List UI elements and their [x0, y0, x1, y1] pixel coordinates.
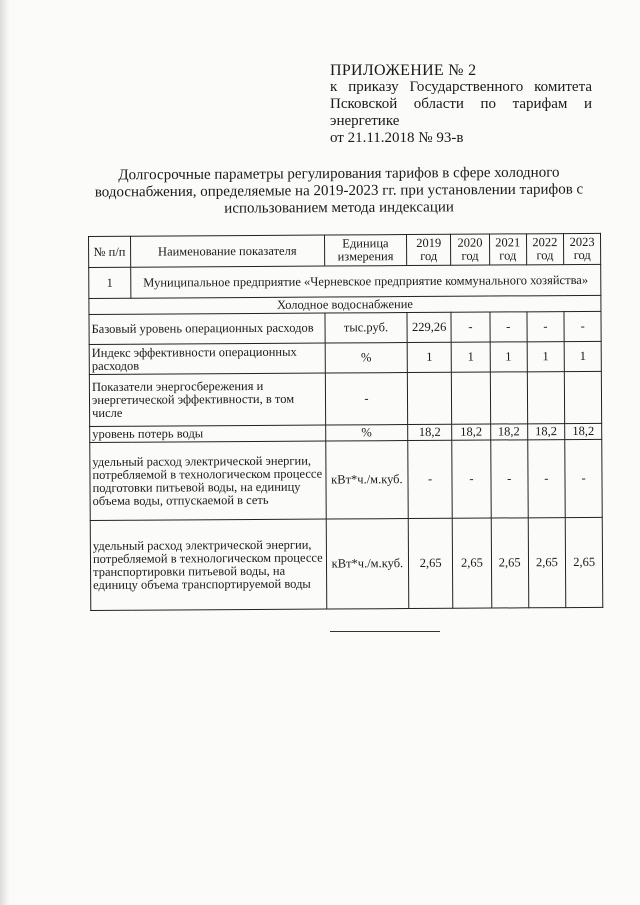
table-row: [89, 311, 601, 344]
row-value-2022: 2,65: [528, 518, 566, 608]
annex-line-2: Псковской области по тарифам и: [330, 96, 592, 112]
row-value-2022: 1: [527, 342, 565, 372]
parameters-table-wrapper: [88, 233, 603, 611]
row-value-2021: -: [490, 312, 527, 342]
row-name: Индекс эффективности операционных расходов: [89, 343, 325, 374]
header-name: Наименование показателя: [130, 235, 324, 267]
document-title: Долгосрочные параметры регулирования тарифов в сфере холодного водоснабжения, определяемые на 2019-2023 гг. при установлении тарифов с использованием метода индексации: [94, 164, 584, 217]
annex-line-4: от 21.11.2018 № 93-в: [330, 130, 464, 146]
row-unit: кВт*ч./м.куб.: [325, 441, 408, 520]
row-value-2019: 2,65: [408, 518, 452, 608]
closing-line: [330, 631, 440, 632]
annex-line-3: энергетике: [330, 113, 400, 129]
row-value-2021: 2,65: [491, 518, 528, 608]
row-value-2020: 1: [451, 342, 490, 372]
row-unit: тыс.руб.: [325, 313, 408, 344]
row-value-2021: [490, 372, 527, 424]
header-year-2021: 2021 год: [489, 234, 526, 265]
row-name: Базовый уровень операционных расходов: [89, 313, 325, 344]
row-value-2023: 18,2: [565, 423, 602, 439]
row-value-2021: 18,2: [490, 424, 527, 440]
row-value-2020: [451, 372, 490, 424]
row-name: уровень потерь воды: [90, 425, 326, 442]
organization-row: [89, 264, 601, 298]
row-value-2019: -: [408, 440, 452, 518]
row-value-2023: 1: [564, 341, 601, 371]
table-row: [89, 341, 601, 374]
row-value-2020: -: [452, 440, 491, 518]
row-value-2020: 18,2: [452, 424, 491, 440]
row-name: Показатели энергосбережения и энергетической эффективности, в том числе: [89, 373, 325, 426]
header-year-2020: 2020 год: [451, 234, 490, 265]
annex-line-1: к приказу Государственного комитета: [330, 79, 592, 95]
row-value-2022: -: [527, 440, 565, 518]
table-header-row: [89, 233, 601, 267]
row-unit: %: [325, 425, 408, 442]
row-value-2020: 2,65: [452, 518, 491, 608]
header-year-2023: 2023 год: [564, 233, 601, 264]
row-unit: %: [325, 343, 408, 374]
header-year-2019: 2019 год: [407, 234, 451, 265]
row-name: удельный расход электрической энергии, потребляемой в технологическом процессе подготовки питьевой воды, на единицу объема воды, отпускаемой в сеть: [90, 441, 326, 520]
header-unit: Единица измерения: [324, 235, 407, 267]
row-value-2020: -: [451, 312, 490, 342]
row-unit: -: [325, 373, 408, 426]
table-row: [90, 439, 602, 520]
org-number: 1: [89, 267, 131, 298]
row-value-2019: 229,26: [407, 312, 451, 342]
parameters-table: [88, 233, 603, 611]
org-name: Муниципальное предприятие «Черневское предприятие коммунального хозяйства»: [131, 264, 601, 298]
row-value-2022: -: [526, 312, 564, 342]
section-title: Холодное водоснабжение: [89, 295, 601, 314]
row-value-2023: -: [565, 439, 602, 517]
row-value-2019: [408, 372, 452, 424]
row-name: удельный расход электрической энергии, потребляемой в технологическом процессе транспортировки питьевой воды, на единицу объема транспортируемой воды: [90, 519, 326, 610]
annex-number: ПРИЛОЖЕНИЕ № 2: [330, 62, 477, 79]
annex-header: [330, 62, 592, 147]
row-value-2021: 1: [490, 342, 527, 372]
row-value-2019: 18,2: [408, 424, 452, 440]
row-unit: кВт*ч./м.куб.: [326, 519, 409, 610]
row-value-2023: [565, 371, 602, 423]
header-year-2022: 2022 год: [526, 234, 564, 265]
row-value-2023: 2,65: [565, 517, 602, 607]
scan-edge: [0, 0, 10, 905]
header-num: № п/п: [89, 236, 131, 267]
row-value-2023: -: [564, 311, 601, 341]
row-value-2022: 18,2: [527, 424, 565, 440]
table-row: [90, 517, 603, 610]
table-row: [89, 371, 601, 426]
row-value-2022: [527, 372, 565, 424]
row-value-2019: 1: [407, 342, 451, 372]
row-value-2021: -: [491, 440, 528, 518]
